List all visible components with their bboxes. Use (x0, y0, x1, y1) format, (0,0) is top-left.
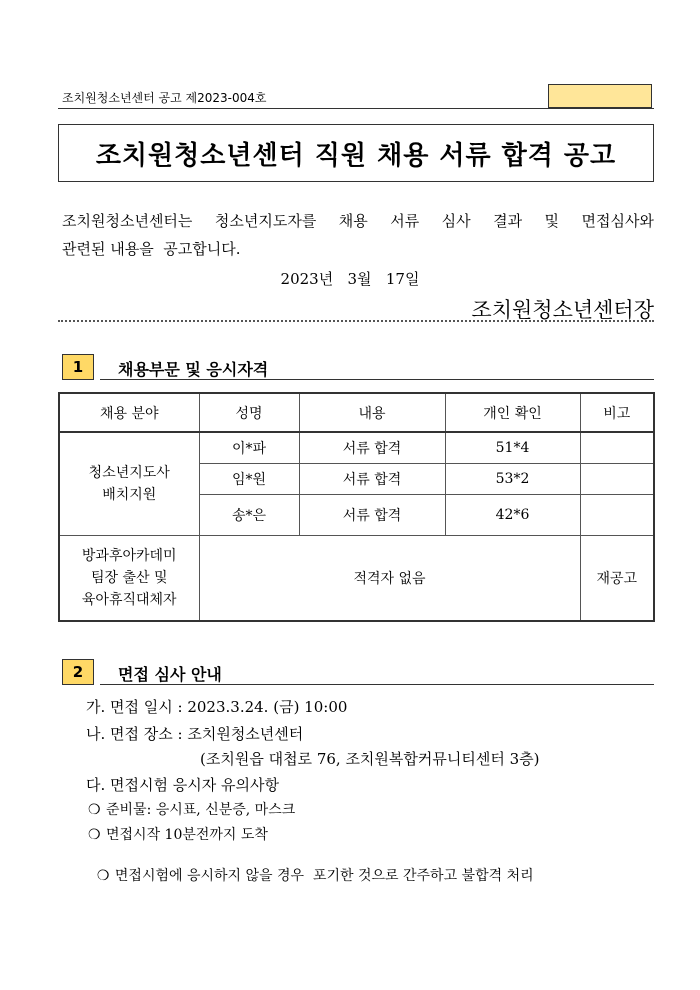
title-box (58, 124, 654, 182)
notice-date: 2023년 3월 17일 (280, 270, 420, 288)
list-item-text: 면접시험에 응시하지 않을 경우 포기한 것으로 간주하고 불합격 처리 (114, 868, 534, 884)
interview-date: 가. 면접 일시 : 2023.3.24. (금) 10:00 (86, 698, 348, 716)
intro-word: 면접심사와 (581, 212, 654, 230)
note-cell (580, 464, 654, 495)
section-1-rule (100, 379, 654, 380)
intro-word: 청소년지도자를 (214, 212, 317, 230)
dotted-divider (58, 320, 654, 322)
id-cell: 42*6 (445, 495, 580, 536)
applicant-table (58, 392, 655, 622)
intro-word: 심사 (441, 212, 471, 230)
list-item-text: 면접시작 10분전까지 도착 (106, 827, 268, 843)
field-line: 팀장 출산 및 (90, 570, 168, 586)
content-cell: 서류 합격 (299, 464, 445, 495)
field-line: 방과후아카데미 (81, 548, 177, 564)
table-header: 개인 확인 (445, 393, 580, 432)
table-header: 채용 분야 (59, 393, 199, 432)
section-1-badge: 1 (62, 354, 94, 380)
id-cell: 51*4 (445, 432, 580, 464)
section-2-title: 면접 심사 안내 (118, 665, 222, 684)
field-line: 배치지원 (102, 487, 157, 503)
intro-word: 및 (544, 212, 560, 230)
intro-word: 조치원청소년센터는 (62, 212, 193, 230)
note-cell (580, 495, 654, 536)
section-2-rule (100, 684, 654, 685)
header-divider (58, 108, 654, 109)
field-line: 청소년지도사 (88, 465, 170, 481)
list-item-text: 준비물: 응시표, 신분증, 마스크 (106, 802, 296, 818)
intro-line-2: 관련된 내용을 공고합니다. (62, 240, 241, 258)
circle-bullet-icon: ❍ (88, 827, 101, 843)
intro-line-1 (62, 210, 654, 231)
circle-bullet-icon: ❍ (96, 868, 110, 884)
intro-word: 서류 (390, 212, 420, 230)
field-line: 육아휴직대체자 (81, 592, 177, 608)
content-cell: 서류 합격 (299, 432, 445, 464)
intro-word: 결과 (493, 212, 523, 230)
section-2-badge: 2 (62, 659, 94, 685)
table-header-row (59, 393, 654, 432)
circle-bullet-icon: ❍ (88, 802, 101, 818)
table-row (59, 432, 654, 464)
interview-notes-title: 다. 면접시험 응시자 유의사항 (86, 776, 279, 794)
note-cell: 재공고 (580, 536, 654, 622)
notice-number: 조치원청소년센터 공고 제2023-004호 (62, 91, 267, 105)
interview-address: (조치원읍 대첩로 76, 조치원복합커뮤니티센터 3층) (200, 750, 540, 768)
table-header: 내용 (299, 393, 445, 432)
note-cell (580, 432, 654, 464)
list-item (88, 849, 534, 885)
name-cell: 임*원 (199, 464, 299, 495)
section-1-title: 채용부문 및 응시자격 (118, 360, 269, 379)
field-cell (59, 432, 199, 536)
id-cell: 53*2 (445, 464, 580, 495)
list-item (88, 824, 268, 844)
list-item (88, 799, 295, 819)
header-highlight-box (548, 84, 652, 108)
content-cell: 적격자 없음 (199, 536, 580, 622)
name-cell: 송*은 (199, 495, 299, 536)
page-title: 조치원청소년센터 직원 채용 서류 합격 공고 (95, 140, 617, 171)
field-cell (59, 536, 199, 622)
interview-place: 나. 면접 장소 : 조치원청소년센터 (86, 725, 304, 743)
table-header: 비고 (580, 393, 654, 432)
intro-word: 채용 (338, 212, 368, 230)
content-cell: 서류 합격 (299, 495, 445, 536)
name-cell: 이*파 (199, 432, 299, 464)
table-header: 성명 (199, 393, 299, 432)
issuer-name: 조치원청소년센터장 (471, 298, 654, 322)
table-row (59, 536, 654, 622)
